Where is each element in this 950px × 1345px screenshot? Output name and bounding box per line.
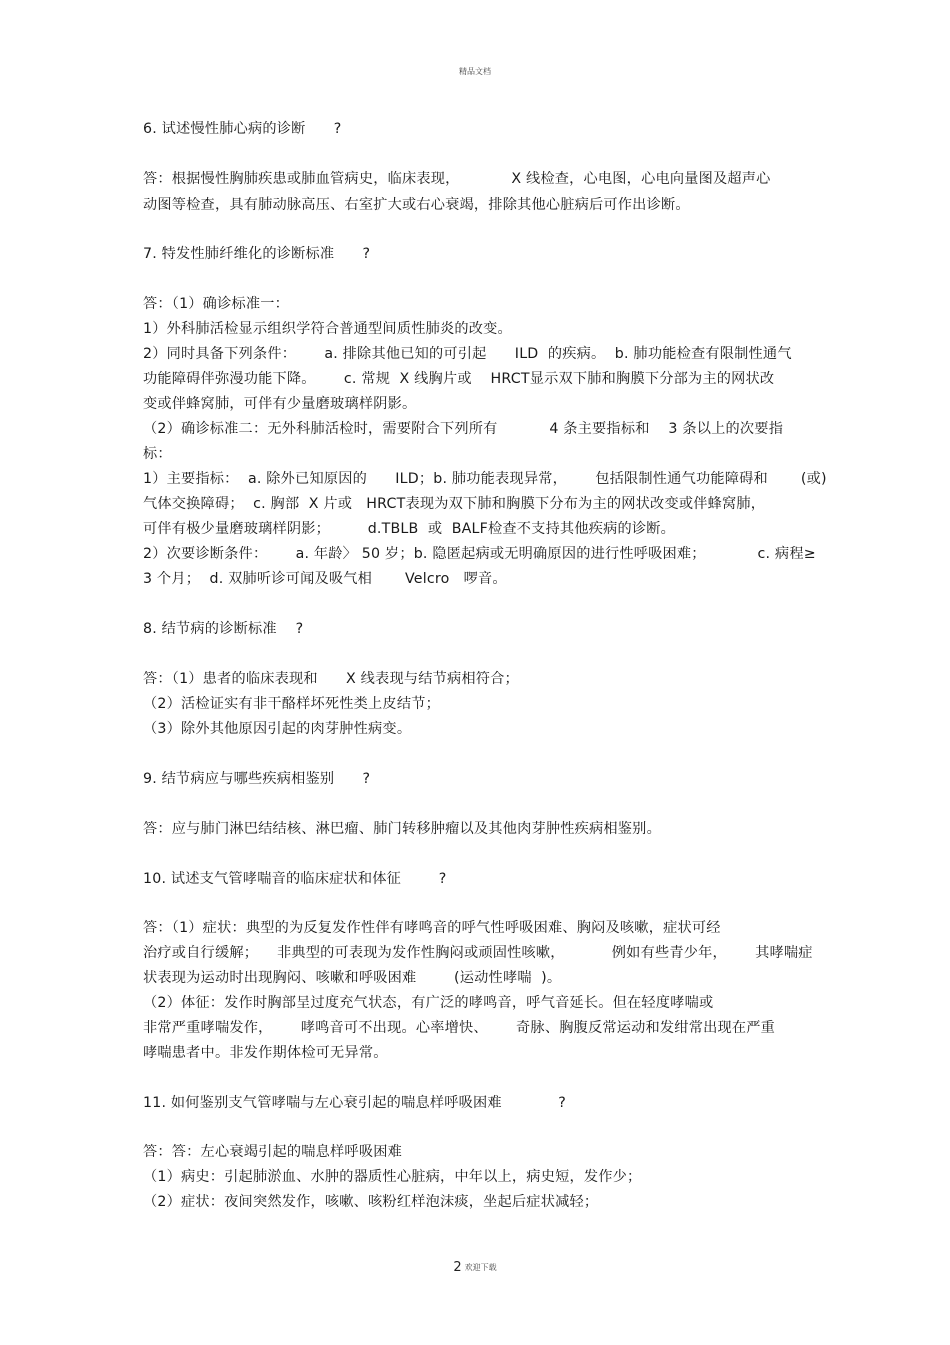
- text-line: （2）活检证实有非干酪样坏死性类上皮结节；: [143, 696, 440, 712]
- text-line: 功能障碍伴弥漫功能下降。 c. 常规 X 线胸片或 HRCT显示双下肺和胸膜下分部为主的网状改: [143, 371, 775, 387]
- text-line: 治疗或自行缓解； 非典型的可表现为发作性胸闷或顽固性咳嗽， 例如有些青少年， 其哮喘症: [143, 945, 813, 961]
- text-line: 答：应与肺门淋巴结结核、淋巴瘤、肺门转移肿瘤以及其他肉芽肿性疾病相鉴别。: [143, 821, 661, 837]
- text-line: 变或伴蜂窝肺，可伴有少量磨玻璃样阴影。: [143, 396, 417, 412]
- text-line: 非常严重哮喘发作， 哮鸣音可不出现。心率增快、 奇脉、胸腹反常运动和发绀常出现在严重: [143, 1020, 776, 1036]
- text-line: 答：（1）确诊标准一：: [143, 296, 290, 312]
- text-line: 气体交换障碍； c. 胸部 X 片或 HRCT表现为双下肺和胸膜下分布为主的网状改变或伴蜂窝肺，: [143, 496, 766, 512]
- page-number: 2: [453, 1260, 462, 1275]
- text-line: 8. 结节病的诊断标准 ?: [143, 621, 304, 637]
- text-line: 2）次要诊断条件： a. 年龄〉 50 岁；b. 隐匿起病或无明确原因的进行性呼吸困难； c. 病程≥: [143, 546, 816, 562]
- text-line: 7. 特发性肺纤维化的诊断标准 ?: [143, 246, 371, 262]
- text-line: 哮喘患者中。非发作期体检可无异常。: [143, 1045, 388, 1061]
- text-line: 可伴有极少量磨玻璃样阴影； d.TBLB 或 BALF检查不支持其他疾病的诊断。: [143, 521, 676, 537]
- text-line: 1）主要指标： a. 除外已知原因的 ILD；b. 肺功能表现异常， 包括限制性通气功能障碍和 (或): [143, 471, 827, 487]
- page-footer: [0, 1260, 950, 1275]
- text-line: 动图等检查，具有肺动脉高压、右室扩大或右心衰竭，排除其他心脏病后可作出诊断。: [143, 197, 690, 213]
- text-line: 答：（1）症状：典型的为反复发作性伴有哮鸣音的呼气性呼吸困难、胸闷及咳嗽，症状可经: [143, 920, 721, 936]
- text-line: 6. 试述慢性肺心病的诊断 ?: [143, 121, 342, 137]
- text-line: 2）同时具备下列条件： a. 排除其他已知的可引起 ILD 的疾病。 b. 肺功能检查有限制性通气: [143, 346, 792, 362]
- text-line: 答：根据慢性胸肺疾患或肺血管病史，临床表现， X 线检查，心电图，心电向量图及超声心: [143, 171, 771, 187]
- text-line: 3 个月； d. 双肺听诊可闻及吸气相 Velcro 啰音。: [143, 571, 507, 587]
- text-line: （1）病史：引起肺淤血、水肿的器质性心脏病，中年以上，病史短，发作少；: [143, 1169, 642, 1185]
- text-line: 状表现为运动时出现胸闷、咳嗽和呼吸困难 (运动性哮喘 )。: [143, 970, 562, 986]
- text-line: （2）症状：夜间突然发作，咳嗽、咳粉红样泡沫痰，坐起后症状减轻；: [143, 1194, 599, 1210]
- text-line: （2）确诊标准二：无外科肺活检时，需要附合下列所有 4 条主要指标和 3 条以上的次要指: [143, 421, 784, 437]
- text-line: 11. 如何鉴别支气管哮喘与左心衰引起的喘息样呼吸困难 ?: [143, 1095, 567, 1111]
- text-line: 答：（1）患者的临床表现和 X 线表现与结节病相符合；: [143, 671, 519, 687]
- text-line: 答：答：左心衰竭引起的喘息样呼吸困难: [143, 1144, 402, 1160]
- text-line: 10. 试述支气管哮喘音的临床症状和体征 ?: [143, 871, 447, 887]
- text-line: （3）除外其他原因引起的肉芽肿性病变。: [143, 721, 412, 737]
- text-line: 1）外科肺活检显示组织学符合普通型间质性肺炎的改变。: [143, 321, 512, 337]
- text-line: 9. 结节病应与哪些疾病相鉴别 ?: [143, 771, 371, 787]
- page-header: 精品文档: [459, 67, 491, 76]
- footer-label: 欢迎下载: [464, 1263, 497, 1272]
- text-line: （2）体征：发作时胸部呈过度充气状态，有广泛的哮鸣音，呼气音延长。但在轻度哮喘或: [143, 995, 714, 1011]
- text-line: 标：: [143, 446, 172, 462]
